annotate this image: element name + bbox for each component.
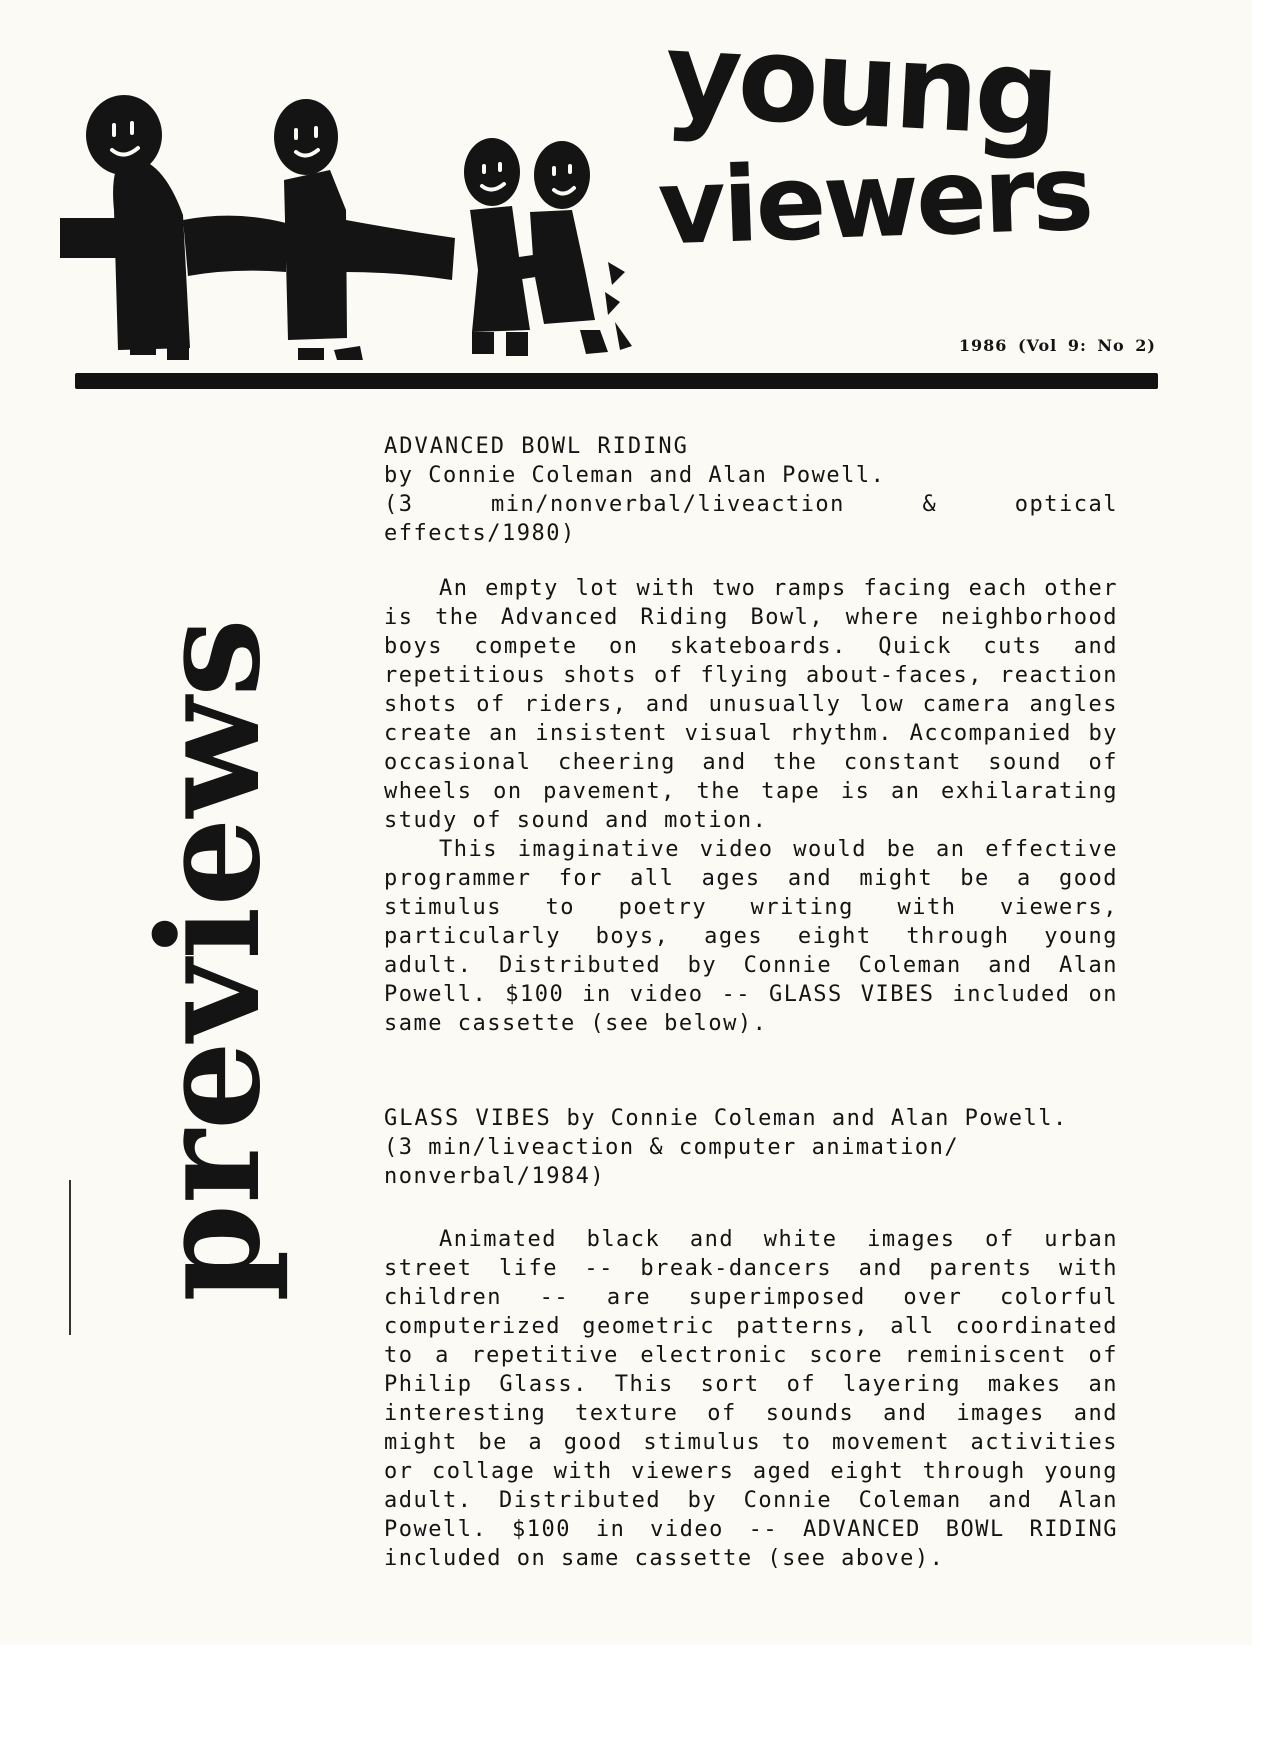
review-byline: by Connie Coleman and Alan Powell. xyxy=(551,1106,1068,1131)
review-title-line xyxy=(384,1104,1118,1133)
review-details: (3 min/liveaction & computer animation/ nonverbal/1984) xyxy=(384,1135,960,1189)
header-rule xyxy=(75,373,1158,389)
review-title: GLASS VIBES xyxy=(384,1106,552,1131)
review-title: ADVANCED BOWL RIDING xyxy=(384,434,689,459)
review-glass-vibes-header xyxy=(384,1104,1118,1191)
review-advanced-bowl-riding-body xyxy=(384,574,1118,1038)
review-glass-vibes-body xyxy=(384,1225,1118,1573)
review-advanced-bowl-riding-header xyxy=(384,432,1118,548)
review-paragraph: This imaginative video would be an effective programmer for all ages and might be a good stimulus to poetry writing with viewers, particularly boys, ages eight through young adult. Distributed by Connie Coleman and Alan Powell. $100 in video -- GLASS VIBES included on same cassette (see below). xyxy=(384,837,1118,1036)
masthead-title-young: young xyxy=(661,4,1059,164)
margin-line xyxy=(69,1180,71,1335)
review-paragraph: An empty lot with two ramps facing each other is the Advanced Riding Bowl, where neighborhood boys compete on skateboards. Quick cuts and repetitious shots of flying about-faces, reaction shots of riders, and unusually low camera angles create an insistent visual rhythm. Accompanied by occasional cheering and the constant sound of wheels on pavement, the tape is an exhilarating study of sound and motion. xyxy=(384,576,1118,833)
section-title-previews: previews xyxy=(128,618,292,1302)
issue-label: 1986 (Vol 9: No 2) xyxy=(958,336,1156,355)
review-paragraph: Animated black and white images of urban street life -- break-dancers and parents with children -- are superimposed over colorful computerized geometric patterns, all coordinated to a repetitive electronic score reminiscent of Philip Glass. This sort of layering makes an interesting texture of sounds and images and might be a good stimulus to movement activities or collage with viewers aged eight through young adult. Distributed by Connie Coleman and Alan Powell. $100 in video -- ADVANCED BOWL RIDING included on same cassette (see above). xyxy=(384,1227,1118,1571)
review-byline: by Connie Coleman and Alan Powell. xyxy=(384,463,886,488)
review-details: (3 min/nonverbal/liveaction & optical effects/1980) xyxy=(384,492,1118,546)
masthead-title-viewers: viewers xyxy=(656,131,1093,269)
stick-figures-illustration xyxy=(60,40,670,360)
